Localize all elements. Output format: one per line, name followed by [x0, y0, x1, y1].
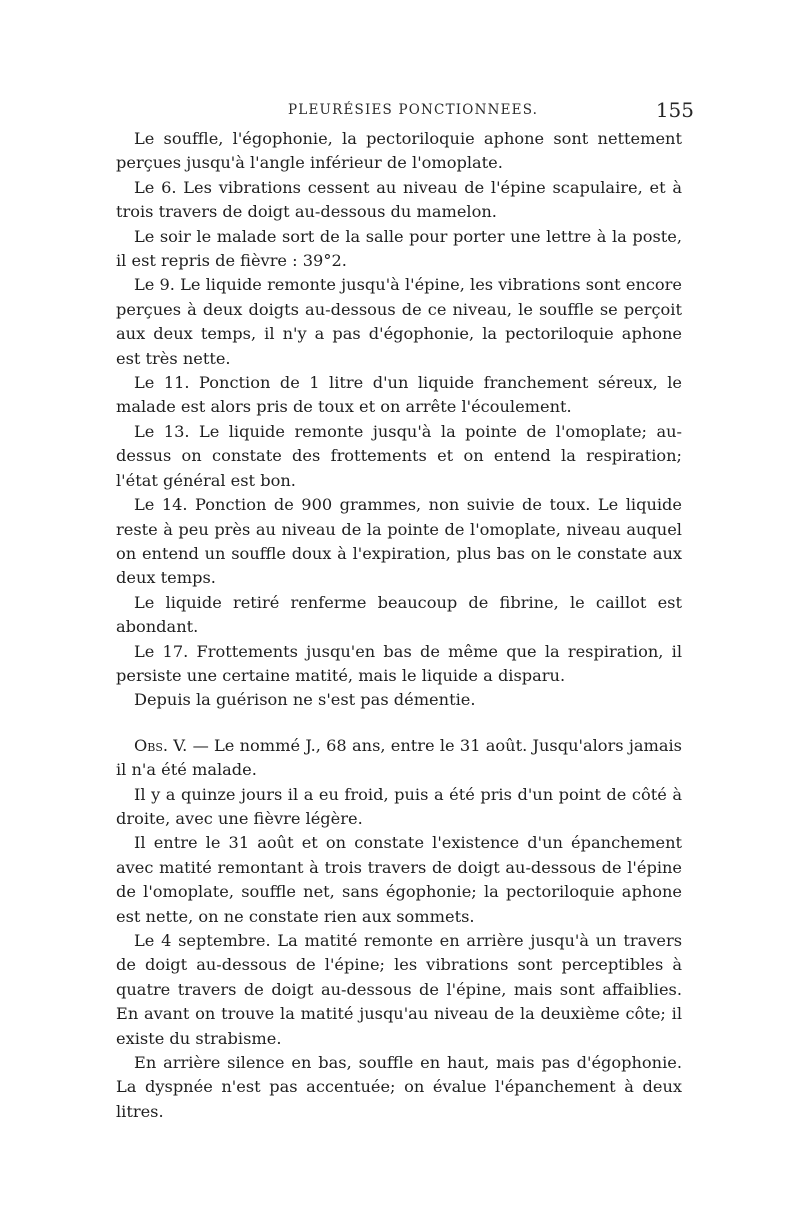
- observation-text: — Le nommé J., 68 ans, entre le 31 août. Jusqu'alors jamais il n'a été malade.: [116, 735, 682, 780]
- paragraph: Le 6. Les vibrations cessent au niveau de l'épine scapulaire, et à trois travers de doigt au-dessous du mamelon.: [116, 177, 682, 222]
- body-text: [116, 127, 682, 1124]
- paragraph: Le 13. Le liquide remonte jusqu'à la pointe de l'omoplate; au-dessus on constate des frottements et on entend la respiration; l'état général est bon.: [116, 421, 682, 490]
- paragraph: Il y a quinze jours il a eu froid, puis a été pris d'un point de côté à droite, avec une fièvre légère.: [116, 784, 682, 828]
- paragraph: Le liquide retiré renferme beaucoup de fibrine, le caillot est abondant.: [116, 592, 682, 637]
- paragraph: Le 14. Ponction de 900 grammes, non suivie de toux. Le liquide reste à peu près au niveau de la pointe de l'omoplate, niveau auquel on entend un souffle doux à l'expiration, plus bas on le constate aux deux temps.: [116, 495, 682, 588]
- running-head: [113, 98, 694, 124]
- page-number: 155: [655, 98, 694, 122]
- paragraph: Le 9. Le liquide remonte jusqu'à l'épine, les vibrations sont encore perçues à deux doigts au-dessous de ce niveau, le souffle se perçoit aux deux temps, il n'y a pas d'égophonie, la pectoriloquie aphone est très nette.: [116, 275, 682, 368]
- paragraph: Le 4 septembre. La matité remonte en arrière jusqu'à un travers de doigt au-dessous de l'épine; les vibrations sont perceptibles à quatre travers de doigt au-dessous de l'épine, mais sont affaiblies. En avant on trouve la matité jusqu'au niveau de la deuxième côte; il existe du strabisme.: [116, 931, 682, 1048]
- paragraph: Le souffle, l'égophonie, la pectoriloquie aphone sont nettement perçues jusqu'à l'angle inférieur de l'omoplate.: [116, 129, 682, 173]
- paragraph: Depuis la guérison ne s'est pas démentie.: [134, 690, 476, 710]
- paragraph: Il entre le 31 août et on constate l'existence d'un épanchement avec matité remontant à trois travers de doigt au-dessous de l'épine de l'omoplate, souffle net, sans égophonie; la pectoriloquie aphone est nette, on ne constate rien aux sommets.: [116, 833, 682, 926]
- observation-heading-paragraph: [116, 734, 682, 783]
- paragraph: Le 11. Ponction de 1 litre d'un liquide franchement séreux, le malade est alors pris de toux et on arrête l'écoulement.: [116, 373, 682, 417]
- paragraph: Le soir le malade sort de la salle pour porter une lettre à la poste, il est repris de fièvre : 39°2.: [116, 226, 682, 271]
- paragraph: En arrière silence en bas, souffle en haut, mais pas d'égophonie. La dyspnée n'est pas accentuée; on évalue l'épanchement à deux litres.: [116, 1053, 682, 1121]
- observation-label: Obs. V.: [134, 735, 188, 755]
- paragraph: Le 17. Frottements jusqu'en bas de même que la respiration, il persiste une certaine matité, mais le liquide a disparu.: [116, 641, 682, 685]
- running-title: PLEURÉSIES PONCTIONNEES.: [288, 102, 539, 118]
